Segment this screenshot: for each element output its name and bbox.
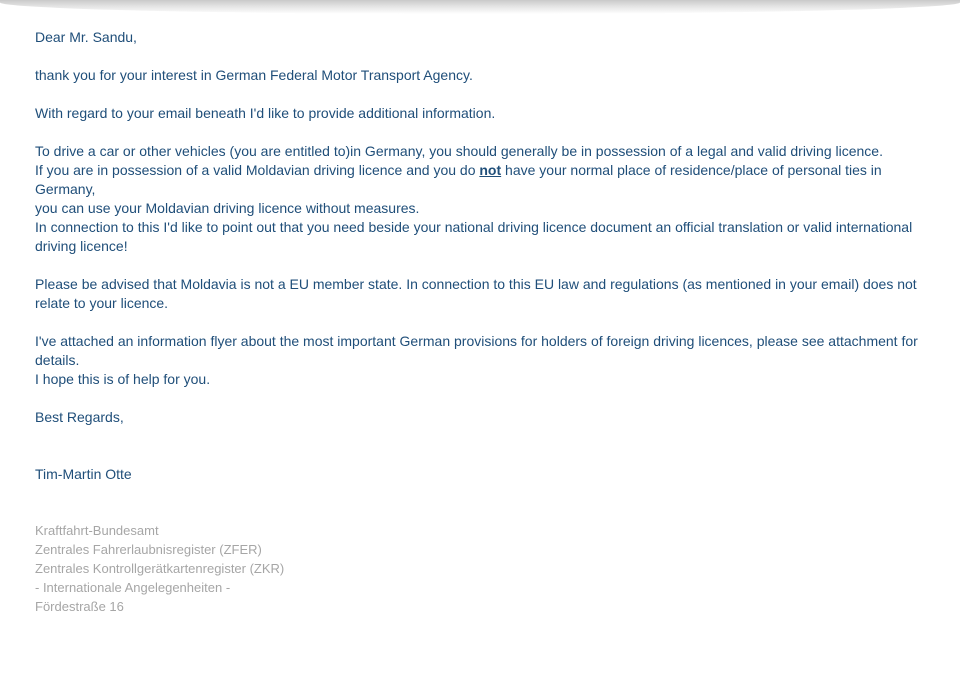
driving-line-2	[35, 161, 930, 199]
signature-line-org: Kraftfahrt-Bundesamt	[35, 523, 159, 538]
driving-line-3: you can use your Moldavian driving licence without measures.	[35, 200, 420, 216]
email-body	[35, 28, 930, 503]
salutation: Dear Mr. Sandu,	[35, 29, 137, 45]
driving-line-2-before: If you are in possession of a valid Moldavian driving licence and you do	[35, 162, 480, 178]
signature-block	[35, 521, 284, 616]
driving-paragraph	[35, 142, 930, 256]
driving-line-2-after: have your normal place of residence/place of personal ties in Germany,	[35, 162, 882, 197]
signature-line-address: Fördestraße 16	[35, 599, 124, 614]
top-page-shadow	[0, 0, 960, 14]
sender-name: Tim-Martin Otte	[35, 466, 132, 482]
signature-line-zfer: Zentrales Fahrerlaubnisregister (ZFER)	[35, 542, 262, 557]
emphasis-not: not	[479, 162, 502, 178]
flyer-line-1: I've attached an information flyer about the most important German provisions for holders of foreign driving licences, please see attachment for details.	[35, 333, 918, 368]
signature-line-dept: - Internationale Angelegenheiten -	[35, 580, 231, 595]
closing-spacer	[35, 446, 930, 465]
flyer-paragraph	[35, 332, 930, 389]
thanks-paragraph: thank you for your interest in German Federal Motor Transport Agency.	[35, 67, 473, 83]
driving-line-1: To drive a car or other vehicles (you are entitled to)in Germany, you should generally be in possession of a legal and valid driving licence.	[35, 143, 883, 159]
closing: Best Regards,	[35, 409, 124, 425]
flyer-line-2: I hope this is of help for you.	[35, 371, 211, 387]
eu-paragraph: Please be advised that Moldavia is not a EU member state. In connection to this EU law and regulations (as mentioned in your email) does not relate to your licence.	[35, 276, 917, 311]
regard-paragraph: With regard to your email beneath I'd like to provide additional information.	[35, 105, 496, 121]
signature-line-zkr: Zentrales Kontrollgerätkartenregister (ZKR)	[35, 561, 285, 576]
driving-line-4: In connection to this I'd like to point out that you need beside your national driving licence document an official translation or valid international driving licence!	[35, 219, 913, 254]
